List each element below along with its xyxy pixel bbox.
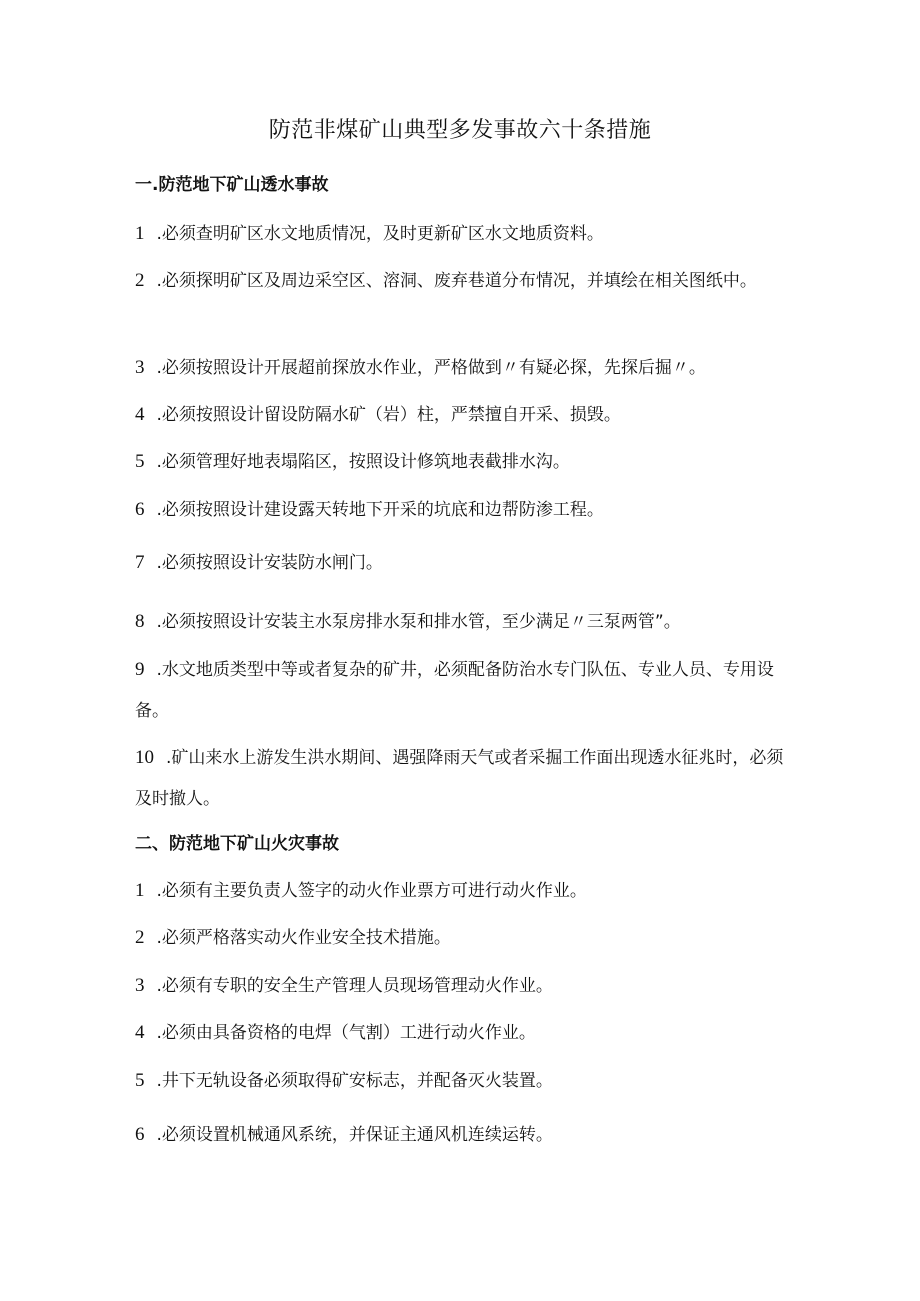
item-text: .必须探明矿区及周边采空区、溶洞、废弃巷道分布情况，并填绘在相关图纸中。 [156, 271, 757, 291]
list-item [135, 1012, 785, 1054]
item-number: 3 [135, 975, 145, 996]
item-number: 3 [135, 357, 145, 378]
item-number: 5 [135, 451, 145, 472]
list-item [135, 260, 785, 302]
list-item [135, 347, 785, 389]
item-text: .必须设置机械通风系统，并保证主通风机连续运转。 [156, 1125, 553, 1145]
item-number: 4 [135, 1022, 145, 1043]
item-text: .水文地质类型中等或者复杂的矿井，必须配备防治水专门队伍、专业人员、专用设备。 [135, 660, 774, 721]
item-number: 1 [135, 223, 145, 244]
list-item [135, 542, 785, 584]
list-item [135, 917, 785, 959]
item-number: 2 [135, 927, 145, 948]
item-text: .必须查明矿区水文地质情况，及时更新矿区水文地质资料。 [156, 224, 604, 244]
item-number: 8 [135, 611, 145, 632]
item-text: .井下无轨设备必须取得矿安标志，并配备灭火装置。 [156, 1071, 553, 1091]
section-heading: 二、防范地下矿山火灾事故 [135, 834, 339, 854]
item-text: .必须按照设计建设露天转地下开采的坑底和边帮防渗工程。 [156, 500, 604, 520]
item-number: 9 [135, 659, 145, 680]
item-text: .矿山来水上游发生洪水期间、遇强降雨天气或者采掘工作面出现透水征兆时，必须及时撤人。 [135, 748, 784, 809]
item-text: .必须由具备资格的电焊（气割）工进行动火作业。 [156, 1023, 536, 1043]
item-number: 6 [135, 1124, 145, 1145]
item-text: .必须按照设计安装防水闸门。 [156, 553, 383, 573]
list-item [135, 649, 785, 732]
section-heading: 一.防范地下矿山透水事故 [135, 175, 329, 195]
item-text: .必须管理好地表塌陷区，按照设计修筑地表截排水沟。 [156, 452, 570, 472]
item-text: .必须按照设计开展超前探放水作业，严格做到〃有疑必探，先探后掘〃。 [156, 358, 706, 378]
list-item [135, 965, 785, 1007]
item-number: 10 [135, 747, 154, 768]
list-item [135, 1114, 785, 1156]
document-title: 防范非煤矿山典型多发事故六十条措施 [268, 118, 652, 143]
item-text: .必须按照设计留设防隔水矿（岩）柱，严禁擅自开采、损毁。 [156, 405, 621, 425]
list-item [135, 489, 785, 531]
item-number: 2 [135, 270, 145, 291]
item-text: .必须按照设计安装主水泵房排水泵和排水管，至少满足〃三泵两管”。 [156, 612, 681, 632]
list-item [135, 213, 785, 255]
list-item [135, 1060, 785, 1102]
item-text: .必须严格落实动火作业安全技术措施。 [156, 928, 451, 948]
item-number: 5 [135, 1070, 145, 1091]
item-number: 7 [135, 552, 145, 573]
item-number: 6 [135, 499, 145, 520]
item-text: .必须有专职的安全生产管理人员现场管理动火作业。 [156, 976, 553, 996]
list-item [135, 601, 785, 643]
list-item [135, 870, 785, 912]
list-item [135, 737, 785, 820]
item-text: .必须有主要负责人签字的动火作业票方可进行动火作业。 [156, 881, 587, 901]
list-item [135, 441, 785, 483]
list-item [135, 394, 785, 436]
item-number: 1 [135, 880, 145, 901]
item-number: 4 [135, 404, 145, 425]
